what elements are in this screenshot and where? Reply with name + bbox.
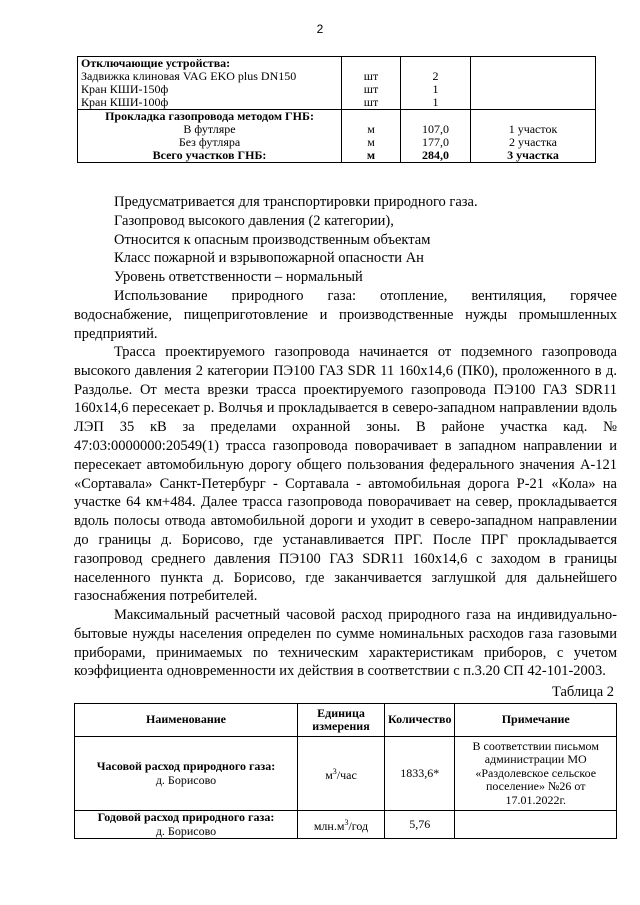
row-name: Кран КШИ-100ф	[78, 96, 342, 110]
row-name: Кран КШИ-150ф	[78, 83, 342, 96]
paragraph-route: Трасса проектируемого газопровода начинается от подземного газопровода высокого давления 2 категории ПЭ100 ГАЗ SDR 11 160х14,6 (ПК0), проложенного в д. Раздолье. От места врезки трасса проектируемого газопровода ПЭ100 ГАЗ SDR11 160х14,6 пересекает р. Волчья и прокладывается в северо-западном направлении вдоль ЛЭП 35 кВ за пределами охранной зоны. В районе участка кад. № 47:03:0000000:20549(1) трасса газопровода поворачивает в западном направлении и пересекает автомобильную дорогу общего пользования федерального значения А-121 «Сортавала» Санкт-Петербург - Сортавала - автомобильная дорога Р-21 «Кола» на участке 64 км+484. Далее трасса газопровода поворачивает на север, прокладывается вдоль полосы отвода автомобильной дороги и уходит в северо-западном направлении до границы д. Борисово, где устанавливается ПРГ. После ПРГ прокладывается газопровод среднего давления ПЭ100 ГАЗ SDR11 160х14,6 с заходом в границы населенного пункта д. Борисово, где заканчивается заглушкой для дальнейшего газоснабжения потребителей.	[74, 344, 617, 605]
paragraph: Предусматривается для транспортировки природного газа.	[114, 194, 478, 210]
row-qty	[401, 110, 471, 124]
unit-tail: /год	[348, 818, 369, 833]
table-row	[75, 737, 617, 811]
unit-sup: 3	[344, 817, 349, 827]
paragraph-consumption: Максимальный расчетный часовой расход природного газа на индивидуально-бытовые нужды населения определен по сумме номинальных расходов газа газовыми приборами, принимаемых по техническим характеристикам приборов, с учетом коэффициента одновременности их действия в соответствии с п.3.20 СП 42-101-2003.	[74, 607, 617, 680]
row-qty: 284,0	[401, 149, 471, 163]
paragraph: Относится к опасным производственным объектам	[114, 231, 431, 248]
row-qty: 107,0	[401, 123, 471, 136]
table-row	[78, 57, 596, 71]
row-note	[471, 96, 596, 110]
row-qty: 1	[401, 96, 471, 110]
row-unit: шт	[342, 96, 401, 110]
paragraph: Класс пожарной и взрывопожарной опасности Ан	[114, 250, 424, 267]
unit-base: м	[325, 767, 333, 782]
row-qty: 2	[401, 70, 471, 83]
row-qty: 1833,6*	[385, 737, 455, 811]
paragraph: Уровень ответственности – нормальный	[114, 269, 363, 286]
header-note: Примечание	[455, 704, 617, 737]
row-name-cell	[75, 811, 298, 839]
row-unit: м	[342, 149, 401, 163]
row-name: Всего участков ГНБ:	[78, 149, 342, 163]
row-name: В футляре	[78, 123, 342, 136]
gas-consumption-table	[74, 703, 617, 839]
unit-sup: 3	[332, 766, 337, 776]
table-header-row	[75, 704, 617, 737]
row-qty: 5,76	[385, 811, 455, 839]
unit-tail: /час	[336, 767, 357, 782]
table-row	[78, 110, 596, 124]
row-unit	[342, 110, 401, 124]
unit-base: млн.м	[313, 818, 345, 833]
row-note	[471, 57, 596, 71]
row-unit: м	[342, 123, 401, 136]
table-row-total	[78, 149, 596, 163]
row-title: Часовой расход природного газа:	[96, 759, 276, 773]
table-row	[75, 811, 617, 839]
row-name-cell	[75, 737, 298, 811]
row-subtitle: д. Борисово	[155, 772, 217, 787]
table-row	[78, 96, 596, 110]
row-note	[471, 83, 596, 96]
row-name: Отключающие устройства:	[78, 57, 342, 71]
row-note: 3 участка	[471, 149, 596, 163]
row-unit-cell	[298, 811, 385, 839]
equipment-table	[77, 56, 596, 163]
row-qty	[401, 57, 471, 71]
row-qty: 177,0	[401, 136, 471, 149]
short-statements	[74, 193, 617, 287]
row-title: Годовой расход природного газа:	[97, 810, 275, 824]
row-unit-cell	[298, 737, 385, 811]
table-caption: Таблица 2	[551, 684, 614, 700]
row-qty: 1	[401, 83, 471, 96]
row-unit: шт	[342, 83, 401, 96]
header-qty: Количество	[385, 704, 455, 737]
header-name: Наименование	[75, 704, 298, 737]
row-name: Прокладка газопровода методом ГНБ:	[78, 110, 342, 124]
paragraph-gas-usage: Использование природного газа: отопление, вентиляция, горячее водоснабжение, пищеприготовление и производственные нужды промышленных предприятий.	[74, 288, 617, 342]
page-number: 2	[316, 22, 324, 36]
row-name: Задвижка клиновая VAG EKO plus DN150	[78, 70, 342, 83]
row-name: Без футляра	[78, 136, 342, 149]
row-note	[471, 110, 596, 124]
row-note	[455, 811, 617, 839]
row-note: 2 участка	[471, 136, 596, 149]
row-unit: шт	[342, 70, 401, 83]
row-unit	[342, 57, 401, 71]
header-unit: Единица измерения	[298, 704, 385, 737]
row-unit: м	[342, 136, 401, 149]
row-note: 1 участок	[471, 123, 596, 136]
row-note	[471, 70, 596, 83]
row-subtitle: д. Борисово	[155, 823, 217, 838]
paragraph: Газопровод высокого давления (2 категории),	[114, 212, 394, 229]
row-note: В соответствии письмом администрации МО «Раздолевское сельское поселение» №26 от 17.01.2022г.	[455, 737, 617, 811]
